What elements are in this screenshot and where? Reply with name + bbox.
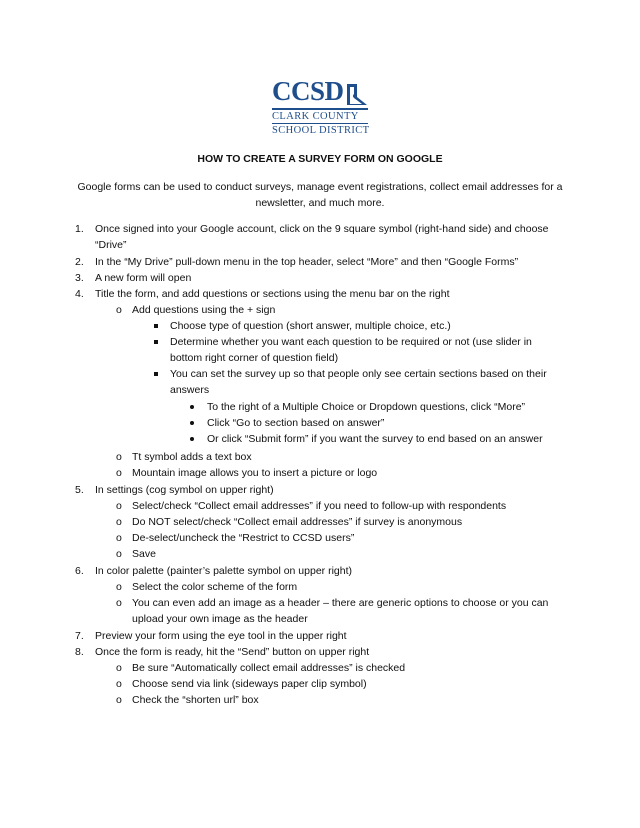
logo-line-1: CLARK COUNTY [272,111,359,122]
step-text: In settings (cog symbol on upper right) [95,484,274,496]
dot-bullet [190,405,194,409]
deep-item: Or click “Submit form” if you want the survey to end based on an answer [207,433,543,445]
dot-bullet [190,437,194,441]
sub-item: Tt symbol adds a text box [132,451,252,463]
bullet-o: o [116,304,122,316]
deep-item: To the right of a Multiple Choice or Dropdown questions, click “More” [207,401,526,413]
sub-item: Be sure “Automatically collect email addresses” is checked [132,662,406,674]
step-number: 2. [75,256,84,268]
bullet-o: o [116,500,122,512]
dot-bullet [190,421,194,425]
step-text: Preview your form using the eye tool in the upper right [95,630,347,642]
step-text: Once signed into your Google account, click on the 9 square symbol (right-hand side) and choose [95,223,549,235]
sub-sub-item: bottom right corner of question field) [170,352,339,364]
step-text: In color palette (painter’s palette symbol on upper right) [95,565,353,577]
step-text: Once the form is ready, hit the “Send” button on upper right [95,646,370,658]
sub-item: Mountain image allows you to insert a picture or logo [132,467,378,479]
deep-item: Click “Go to section based on answer” [207,417,385,429]
bullet-o: o [116,516,122,528]
sub-sub-item: Determine whether you want each question to be required or not (use slider in [170,336,532,348]
logo-abbr: CCSD [272,76,344,106]
step-number: 5. [75,484,84,496]
logo-line-2: SCHOOL DISTRICT [272,125,370,136]
sub-item: De-select/uncheck the “Restrict to CCSD users” [132,532,355,544]
bullet-o: o [116,467,122,479]
bullet-o: o [116,548,122,560]
square-bullet [154,324,158,328]
bullet-o: o [116,662,122,674]
step-text: A new form will open [95,272,192,284]
square-bullet [154,372,158,376]
step-number: 6. [75,565,84,577]
logo-rule-2 [272,123,368,124]
step-number: 3. [75,272,84,284]
bullet-o: o [116,678,122,690]
step-number: 7. [75,630,84,642]
sub-sub-item: Choose type of question (short answer, multiple choice, etc.) [170,320,451,332]
nevada-state-icon [346,83,368,107]
logo-rule [272,108,368,110]
sub-item: Add questions using the + sign [132,304,276,316]
sub-item: Do NOT select/check “Collect email addresses” if survey is anonymous [132,516,463,528]
sub-item: Select/check “Collect email addresses” if you need to follow-up with respondents [132,500,507,512]
bullet-o: o [116,451,122,463]
sub-item: Save [132,548,156,560]
intro-paragraph: Google forms can be used to conduct surveys, manage event registrations, collect email addresses for a newsletter, and much more. [77,181,563,209]
step-text: Title the form, and add questions or sections using the menu bar on the right [95,288,450,300]
step-text: “Drive” [95,239,127,251]
step-number: 8. [75,646,84,658]
document-title: HOW TO CREATE A SURVEY FORM ON GOOGLE [197,153,443,165]
bullet-o: o [116,694,122,706]
sub-item: Select the color scheme of the form [132,581,298,593]
bullet-o: o [116,532,122,544]
bullet-o: o [116,581,122,593]
step-number: 4. [75,288,84,300]
sub-item: You can even add an image as a header – there are generic options to choose or you can [132,597,549,609]
sub-item: upload your own image as the header [132,613,308,625]
sub-item: Check the “shorten url” box [132,694,259,706]
sub-sub-item: answers [170,384,210,396]
bullet-o: o [116,597,122,609]
ccsd-logo [272,76,372,137]
step-text: In the “My Drive” pull-down menu in the top header, select “More” and then “Google Forms” [95,256,519,268]
sub-item: Choose send via link (sideways paper clip symbol) [132,678,367,690]
step-number: 1. [75,223,84,235]
square-bullet [154,340,158,344]
sub-sub-item: You can set the survey up so that people only see certain sections based on their [170,368,547,380]
